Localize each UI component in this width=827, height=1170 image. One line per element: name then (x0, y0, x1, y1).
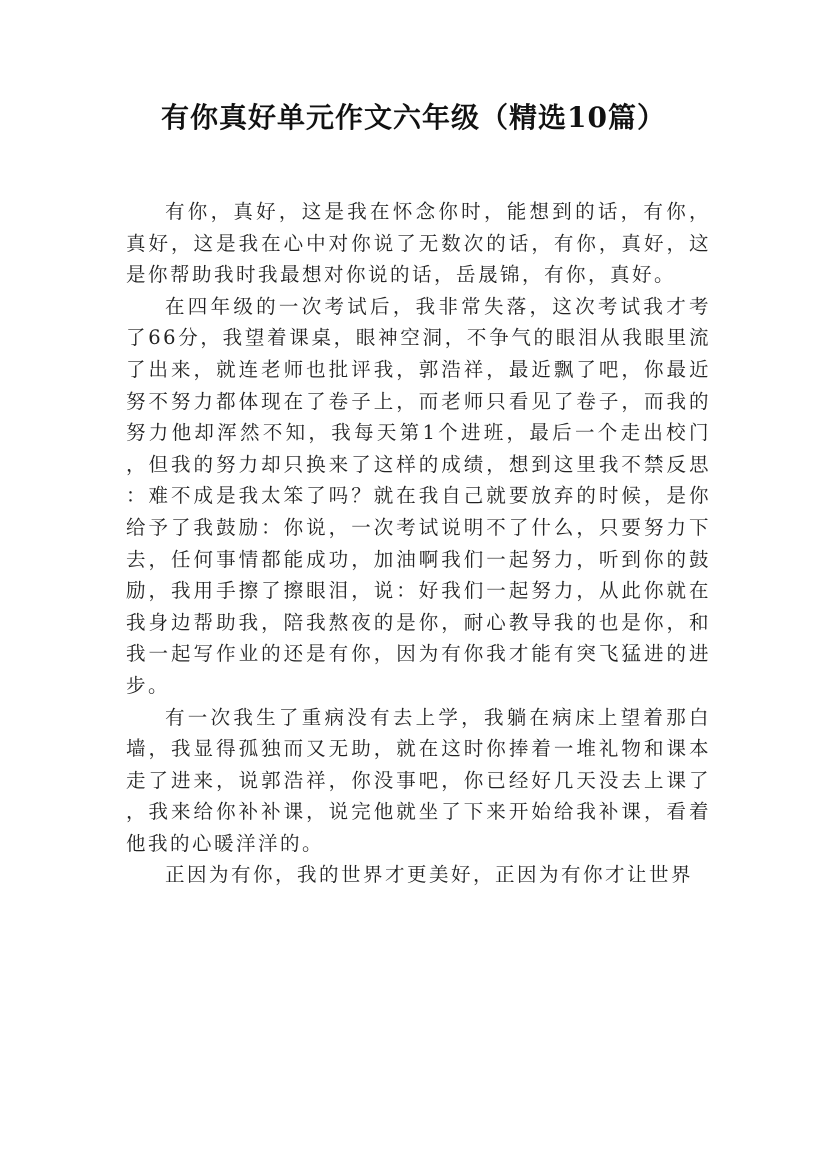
paragraph: 有一次我生了重病没有去上学，我躺在病床上望着那白墙，我显得孤独而又无助，就在这时你捧着一堆礼物和课本走了进来，说郭浩祥，你没事吧，你已经好几天没去上课了，我来给你补补课，说完他就坐了下来开始给我补课，看着他我的心暖洋洋的。 (126, 705, 711, 855)
paragraph: 正因为有你，我的世界才更美好，正因为有你才让世界 (165, 863, 694, 887)
paragraph: 有你，真好，这是我在怀念你时，能想到的话，有你，真好，这是我在心中对你说了无数次的话，有你，真好，这是你帮助我时我最想对你说的话，岳晟锦，有你，真好。 (126, 200, 711, 287)
document-title: 有你真好单元作文六年级（精选10篇） (161, 101, 666, 134)
document-body (126, 196, 711, 891)
paragraph: 在四年级的一次考试后，我非常失落，这次考试我才考了66分，我望着课桌，眼神空洞，不争气的眼泪从我眼里流了出来，就连老师也批评我，郭浩祥，最近飘了吧，你最近努不努力都体现在了卷子上，而老师只看见了卷子，而我的努力他却浑然不知，我每天第1个进班，最后一个走出校门，但我的努力却只换来了这样的成绩，想到这里我不禁反思：难不成是我太笨了吗？就在我自己就要放弃的时候，是你给予了我鼓励：你说，一次考试说明不了什么，只要努力下去，任何事情都能成功，加油啊我们一起努力，听到你的鼓励，我用手擦了擦眼泪，说：好我们一起努力，从此你就在我身边帮助我，陪我熬夜的是你，耐心教导我的也是你，和我一起写作业的还是有你，因为有你我才能有突飞猛进的进步。 (126, 294, 711, 697)
